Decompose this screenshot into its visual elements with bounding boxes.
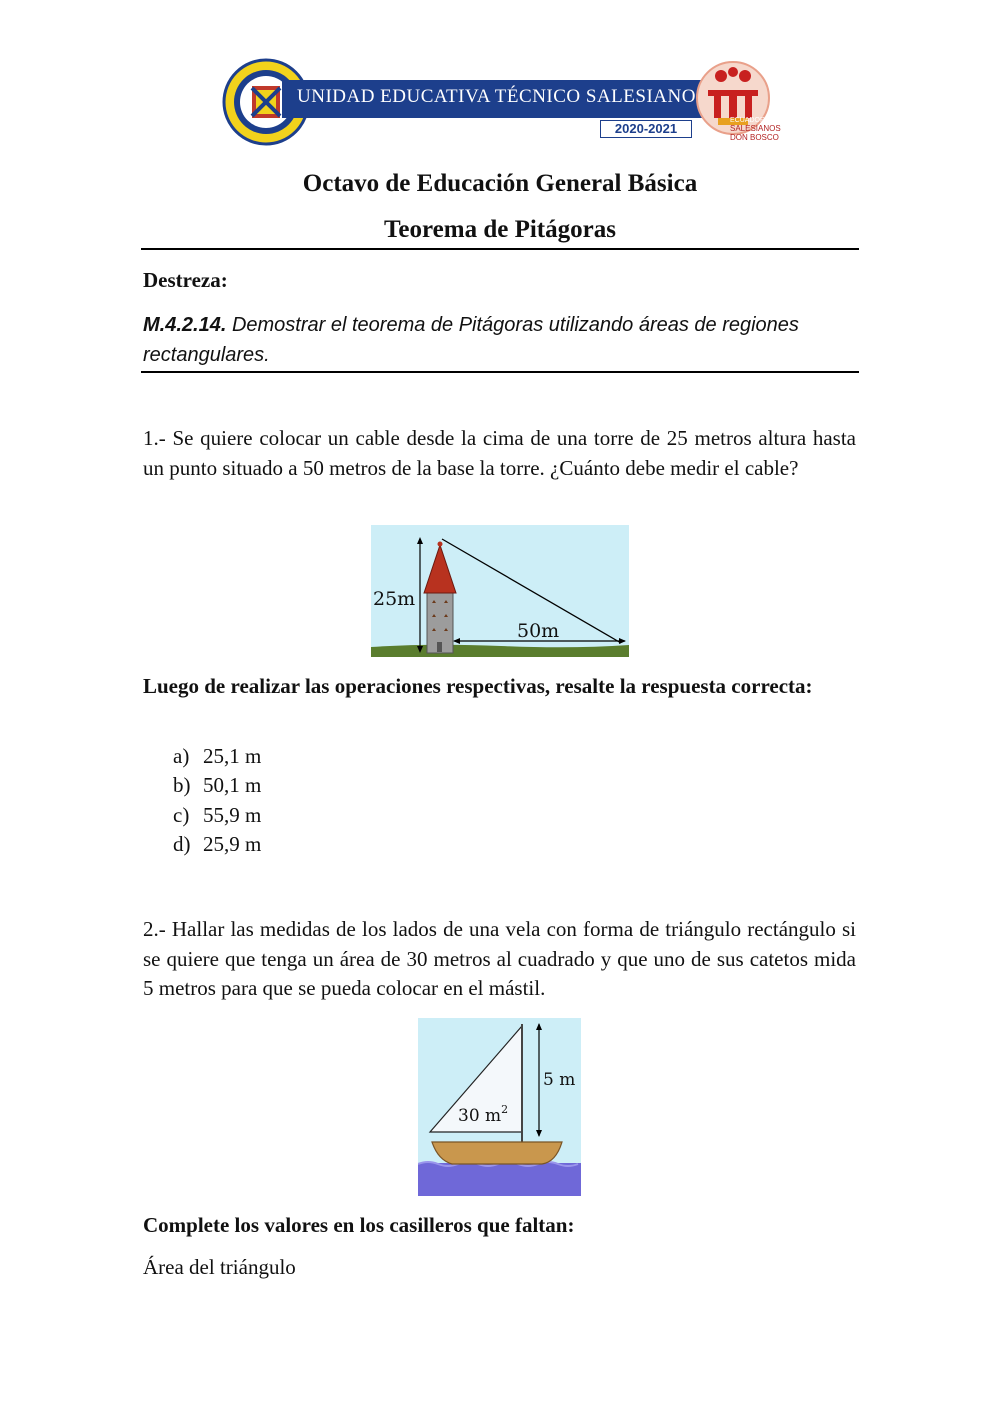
option-value: 55,9 m xyxy=(203,802,262,827)
option-value: 50,1 m xyxy=(203,773,262,798)
option-letter: b) xyxy=(173,773,191,798)
option-value: 25,1 m xyxy=(203,744,262,768)
school-name: UNIDAD EDUCATIVA TÉCNICO SALESIANO xyxy=(297,86,696,107)
area-exponent: 2 xyxy=(501,1103,509,1116)
area-value: 30 m xyxy=(458,1106,502,1126)
area-label-figure xyxy=(458,1103,508,1126)
boat-hull xyxy=(432,1142,562,1164)
question-2-text: 2.- Hallar las medidas de los lados de una vela con forma de triángulo rectángulo si se quiere que tenga un área de 30 metros al cuadrado y que uno de sus catetos mida 5 metros para que se pueda colocar en el mástil. xyxy=(143,917,856,1000)
question-1-instruction: Luego de realizar las operaciones respectivas, resalte la respuesta correcta: xyxy=(143,674,813,698)
answer-options xyxy=(173,742,261,859)
tower-spire xyxy=(438,542,443,547)
water xyxy=(418,1163,581,1196)
skill-text xyxy=(143,310,859,370)
tower-figure xyxy=(371,525,629,657)
option-value: 25,9 m xyxy=(203,831,262,856)
skill-code: M.4.2.14. xyxy=(143,314,227,336)
triangle-area-label: Área del triángulo xyxy=(143,1255,296,1279)
salesian-text xyxy=(730,124,786,142)
option-letter: c) xyxy=(173,802,190,827)
topic-title: Teorema de Pitágoras xyxy=(384,216,616,243)
salesian-ribbon: ECUADOR xyxy=(730,117,766,124)
question-2-instruction: Complete los valores en los casilleros que faltan: xyxy=(143,1213,575,1237)
skill-description: Demostrar el teorema de Pitágoras utilizando áreas de regiones rectangulares. xyxy=(143,314,799,366)
option-a[interactable] xyxy=(173,742,261,771)
divider-bottom xyxy=(141,371,859,373)
base-label: 50m xyxy=(517,620,560,642)
salesian-text-1: SALESIANOS xyxy=(730,124,781,133)
sailboat-figure xyxy=(418,1018,581,1196)
option-c[interactable] xyxy=(173,801,261,830)
option-b[interactable] xyxy=(173,771,261,800)
divider-top xyxy=(141,248,859,250)
side-label: 5 m xyxy=(543,1070,576,1090)
option-letter: a) xyxy=(173,744,190,768)
tower-door xyxy=(437,642,442,652)
height-label: 25m xyxy=(373,588,416,610)
school-year: 2020-2021 xyxy=(600,120,692,138)
option-d[interactable] xyxy=(173,830,261,859)
course-title: Octavo de Educación General Básica xyxy=(302,170,698,197)
salesian-text-2: DON BOSCO xyxy=(730,133,779,142)
question-1-text: 1.- Se quiere colocar un cable desde la cima de una torre de 25 metros altura hasta un punto situado a 50 metros de la base la torre. ¿Cuánto debe medir el cable? xyxy=(143,426,856,480)
option-letter: d) xyxy=(173,831,191,856)
header-banner xyxy=(222,58,781,146)
skill-heading: Destreza: xyxy=(143,268,228,292)
